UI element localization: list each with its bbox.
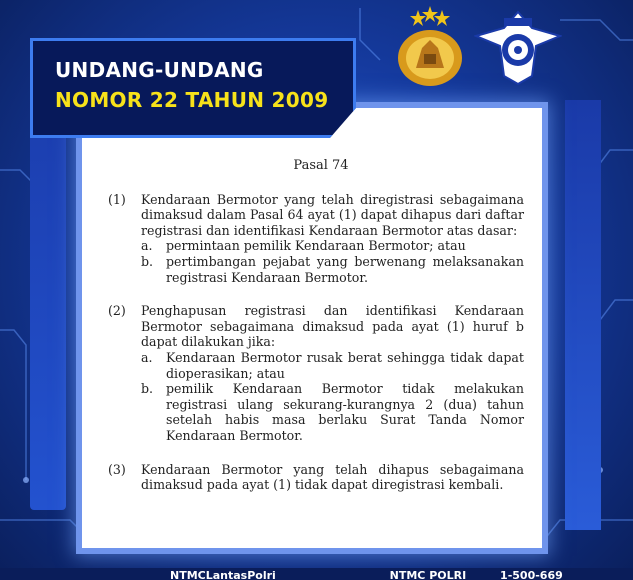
item-text: Penghapusan registrasi dan identifikasi Kendaraan Bermotor sebagaimana dimaksud pada ayat (1) huruf b dapat dilakukan jika: [141,303,524,350]
sub-item [141,381,524,443]
item-number: (2) [108,303,126,319]
article-item [108,462,524,493]
left-decor-band [30,130,66,510]
badge-subtitle: NOMOR 22 TAHUN 2009 [55,88,329,112]
sub-text: permintaan pemilik Kendaraan Bermotor; atau [166,238,466,254]
right-decor-band [565,100,601,530]
lantas-emblem-icon [474,6,562,88]
sub-item [141,350,524,381]
footer-phone: 1-500-669 [500,569,563,580]
footer-handle-1: NTMCLantasPolri [170,569,276,580]
article-item [108,303,524,443]
polri-emblem-icon [388,6,472,92]
item-text: Kendaraan Bermotor yang telah diregistrasi sebagaimana dimaksud dalam Pasal 64 ayat (1) dapat dihapus dari daftar registrasi dan identifikasi Kendaraan Bermotor atas dasar: [141,191,524,238]
pasal-heading: Pasal 74 [293,158,349,173]
item-number: (3) [108,461,126,477]
sub-letter: b. [141,253,154,269]
article-item [108,192,524,286]
sub-item [141,254,524,285]
sub-text: Kendaraan Bermotor rusak berat sehingga tidak dapat dioperasikan; atau [166,349,524,381]
badge-title: UNDANG-UNDANG [55,58,264,82]
sub-letter: a. [141,349,153,365]
item-text: Kendaraan Bermotor yang telah dihapus sebagaimana dimaksud pada ayat (1) tidak dapat diregistrasi kembali. [141,461,524,493]
sub-letter: a. [141,238,153,254]
item-number: (1) [108,191,126,207]
sub-item [141,238,524,254]
sub-letter: b. [141,381,154,397]
sub-text: pertimbangan pejabat yang berwenang melaksanakan registrasi Kendaraan Bermotor. [166,253,524,285]
law-document [108,158,524,511]
footer-handle-2: NTMC POLRI [389,569,467,580]
social-footer [0,568,633,580]
sub-text: pemilik Kendaraan Bermotor tidak melakukan registrasi ulang sekurang-kurangnya 2 (dua) tahun setelah habis masa berlaku Surat Tanda Nomor Kendaraan Bermotor. [166,381,524,443]
